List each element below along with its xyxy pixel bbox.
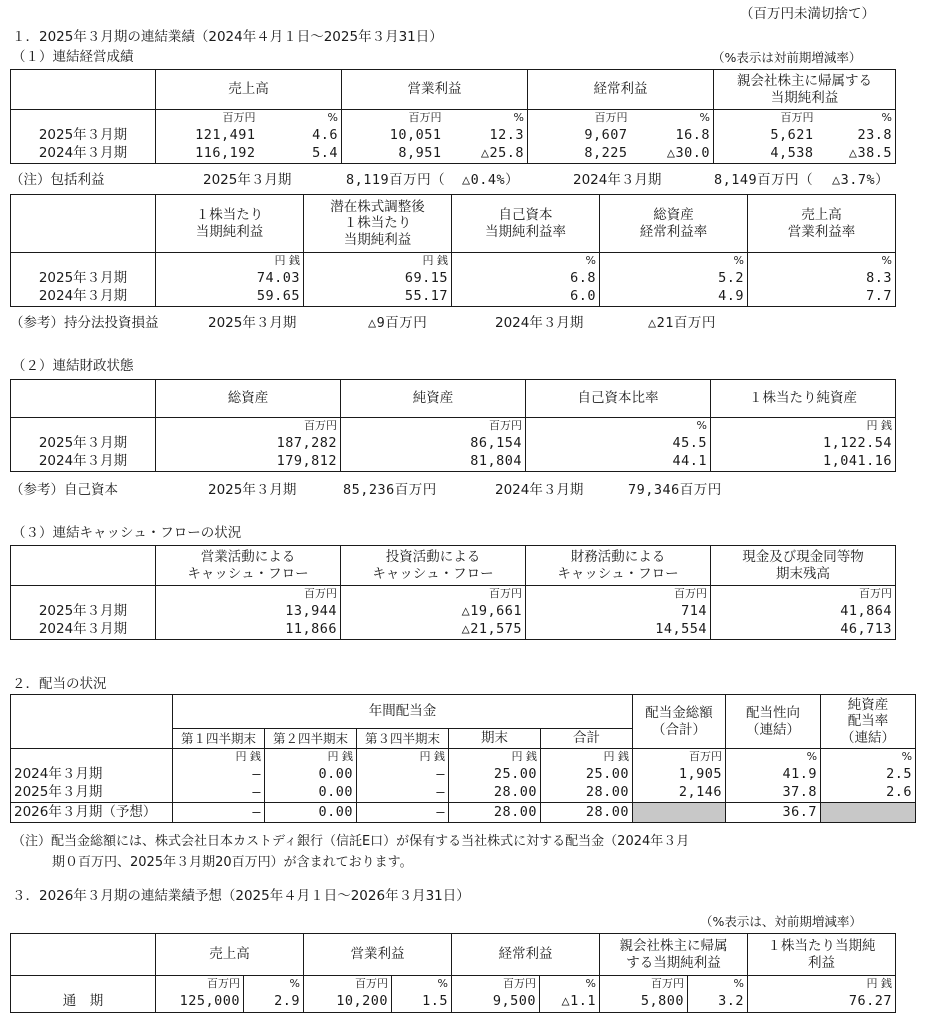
row-label: 2024年３月期 [11, 621, 156, 640]
header-eps: １株当たり当期純 利益 [748, 934, 896, 976]
cell-value: 86,154 [341, 434, 526, 453]
table-row [11, 453, 896, 472]
footnote-value: 8,119百万円（ [346, 172, 446, 188]
table-row [11, 765, 916, 784]
cell-value: 4,538 [714, 145, 817, 164]
unit-label: 円 銭 [265, 749, 357, 765]
cell-value: 10,051 [342, 126, 445, 145]
header-bps: １株当たり純資産 [711, 380, 896, 418]
cell-value: 28.00 [541, 784, 633, 803]
cell-value: 1.5 [392, 992, 452, 1013]
unit-label: 百万円 [156, 586, 341, 602]
header-q2: 第２四半期末 [265, 729, 357, 749]
per-share-table [10, 194, 896, 307]
row-label: 2024年３月期 [11, 288, 156, 307]
footnote-value: △9百万円 [368, 315, 428, 331]
forecast-title: ３．2026年３月期の連結業績予想（2025年４月１日～2026年３月31日） [12, 888, 470, 904]
cell-value: 125,000 [156, 992, 244, 1013]
table-row [11, 992, 896, 1013]
unit-label: 百万円 [304, 976, 392, 992]
cell-value: 59.65 [156, 288, 304, 307]
cell-value: 8.3 [748, 269, 896, 288]
cell-value: 25.00 [449, 765, 541, 784]
unit-label: % [392, 976, 452, 992]
cash-flow-table [10, 545, 896, 640]
cell-value: 12.3 [445, 126, 528, 145]
header-operating-profit: 営業利益 [342, 70, 528, 110]
footnote-period: 2025年３月期 [203, 172, 292, 188]
dividend-note-line1: （注）配当金総額には、株式会社日本カストディ銀行（信託E口）が保有する当社株式に対する配当金（2024年３月 [12, 834, 690, 849]
unit-label: 円 銭 [748, 976, 896, 992]
cell-value: 5.2 [600, 269, 748, 288]
cell-value: △21,575 [341, 621, 526, 640]
cell-value: 28.00 [449, 803, 541, 823]
cell-value: △38.5 [817, 145, 896, 164]
unit-label: % [452, 253, 600, 269]
unit-label: 百万円 [341, 418, 526, 434]
header-net-assets: 純資産 [341, 380, 526, 418]
cell-value: 2.6 [821, 784, 916, 803]
row-label: 2025年３月期 [11, 434, 156, 453]
unit-label: % [445, 110, 528, 126]
unit-label: % [821, 749, 916, 765]
cell-value: △30.0 [631, 145, 714, 164]
cell-value: ― [173, 803, 265, 823]
table-row [11, 803, 916, 823]
cell-shaded [633, 803, 726, 823]
unit-label: 円 銭 [449, 749, 541, 765]
header-q1: 第１四半期末 [173, 729, 265, 749]
cell-value: 10,200 [304, 992, 392, 1013]
unit-label: 円 銭 [304, 253, 452, 269]
header-total-dividends: 配当金総額 （合計） [633, 695, 726, 749]
cell-value: 28.00 [449, 784, 541, 803]
unit-note: （百万円未満切捨て） [740, 6, 875, 22]
row-label: 2025年３月期 [11, 602, 156, 621]
header-roe: 自己資本 当期純利益率 [452, 195, 600, 253]
unit-label: 円 銭 [711, 418, 896, 434]
cell-value: 36.7 [726, 803, 821, 823]
cell-value: ― [173, 765, 265, 784]
table-row [11, 784, 916, 803]
cell-value: 2.5 [821, 765, 916, 784]
header-total: 合計 [541, 729, 633, 749]
comprehensive-income-note: （注）包括利益 [10, 172, 105, 188]
cell-value: 1,905 [633, 765, 726, 784]
header-sales: 売上高 [156, 934, 304, 976]
cell-value: 2,146 [633, 784, 726, 803]
section1-sub1-title: （１）連結経営成績 [12, 49, 134, 65]
unit-label: 百万円 [600, 976, 688, 992]
footnote-period: 2024年３月期 [573, 172, 662, 188]
financial-position-title: （２）連結財政状態 [12, 358, 134, 374]
unit-label: % [600, 253, 748, 269]
cell-value: 6.0 [452, 288, 600, 307]
footnote-value: △21百万円 [648, 315, 716, 331]
header-operating-profit: 営業利益 [304, 934, 452, 976]
cell-value: 14,554 [526, 621, 711, 640]
unit-label: % [688, 976, 748, 992]
unit-label: % [631, 110, 714, 126]
unit-label: % [526, 418, 711, 434]
unit-label: 百万円 [452, 976, 540, 992]
cell-value: 9,500 [452, 992, 540, 1013]
row-label: 2025年３月期 [11, 784, 173, 803]
unit-label: 百万円 [342, 110, 445, 126]
table-row [11, 434, 896, 453]
footnote-period: 2024年３月期 [495, 315, 584, 331]
cell-value: 55.17 [304, 288, 452, 307]
cell-value: △1.1 [540, 992, 600, 1013]
unit-label: 百万円 [526, 586, 711, 602]
unit-label: % [817, 110, 896, 126]
header-doe: 純資産 配当率 （連結） [821, 695, 916, 749]
cell-value: △19,661 [341, 602, 526, 621]
cell-value: 76.27 [748, 992, 896, 1013]
cell-value: 25.00 [541, 765, 633, 784]
footnote-period: 2024年３月期 [495, 482, 584, 498]
cell-value: 9,607 [528, 126, 631, 145]
cell-value: 5,800 [600, 992, 688, 1013]
cell-value: 0.00 [265, 784, 357, 803]
operating-results-table [10, 69, 896, 164]
financial-position-table [10, 379, 896, 472]
cell-value: 1,122.54 [711, 434, 896, 453]
footnote-value: 8,149百万円（ [714, 172, 814, 188]
cell-value: 4.9 [600, 288, 748, 307]
cell-value: 8,951 [342, 145, 445, 164]
table-row [11, 288, 896, 307]
cell-value: 41,864 [711, 602, 896, 621]
header-net-income: 親会社株主に帰属する 当期純利益 [714, 70, 896, 110]
header-operating-margin: 売上高 営業利益率 [748, 195, 896, 253]
cell-value: 7.7 [748, 288, 896, 307]
row-label: 2024年３月期 [11, 145, 156, 164]
cell-value: 179,812 [156, 453, 341, 472]
table-row [11, 145, 896, 164]
footnote-period: 2025年３月期 [208, 315, 297, 331]
row-label: 通 期 [11, 992, 156, 1013]
cell-value: 187,282 [156, 434, 341, 453]
cell-value: 81,804 [341, 453, 526, 472]
forecast-note: （%表示は、対前期増減率） [700, 914, 862, 929]
cell-value: ― [357, 784, 449, 803]
cell-value: △25.8 [445, 145, 528, 164]
unit-label: % [726, 749, 821, 765]
row-label: 2024年３月期 [11, 453, 156, 472]
header-blank [11, 546, 156, 586]
header-total-assets: 総資産 [156, 380, 341, 418]
dividend-note-line2: 期０百万円、2025年３月期20百万円）が含まれております。 [52, 855, 413, 870]
header-blank [11, 934, 156, 976]
cell-value: 13,944 [156, 602, 341, 621]
cell-value: 3.2 [688, 992, 748, 1013]
unit-label: % [540, 976, 600, 992]
row-label: 2024年３月期 [11, 765, 173, 784]
cell-value: 2.9 [244, 992, 304, 1013]
header-blank [11, 380, 156, 418]
footnote-value: △0.4%） [462, 172, 520, 188]
cell-value: 121,491 [156, 126, 259, 145]
header-net-income: 親会社株主に帰属 する当期純利益 [600, 934, 748, 976]
header-financing-cf: 財務活動による キャッシュ・フロー [526, 546, 711, 586]
cell-value: 5.4 [259, 145, 342, 164]
header-blank [11, 70, 156, 110]
footnote-value: 79,346百万円 [628, 482, 722, 498]
cell-value: 8,225 [528, 145, 631, 164]
cell-value: 6.8 [452, 269, 600, 288]
dividends-table [10, 694, 916, 823]
unit-label: 円 銭 [541, 749, 633, 765]
footnote-value: 85,236百万円 [343, 482, 437, 498]
header-annual-dividend: 年間配当金 [173, 695, 633, 729]
unit-label: % [748, 253, 896, 269]
row-label: 2025年３月期 [11, 126, 156, 145]
unit-label: 百万円 [156, 976, 244, 992]
unit-label: 百万円 [714, 110, 817, 126]
cell-value: 5,621 [714, 126, 817, 145]
dividends-title: ２．配当の状況 [12, 676, 107, 692]
footnote-period: 2025年３月期 [208, 482, 297, 498]
section1-title: １．2025年３月期の連結業績（2024年４月１日～2025年３月31日） [12, 29, 443, 45]
cell-value: 37.8 [726, 784, 821, 803]
unit-label: % [244, 976, 304, 992]
forecast-table [10, 933, 896, 1013]
equity-method-note: （参考）持分法投資損益 [10, 315, 159, 331]
cell-value: 74.03 [156, 269, 304, 288]
header-blank [11, 195, 156, 253]
header-roa: 総資産 経常利益率 [600, 195, 748, 253]
header-payout-ratio: 配当性向 （連結） [726, 695, 821, 749]
table-row [11, 602, 896, 621]
unit-label: 百万円 [156, 418, 341, 434]
table-row [11, 126, 896, 145]
cell-value: 1,041.16 [711, 453, 896, 472]
cell-value: 4.6 [259, 126, 342, 145]
header-equity-ratio: 自己資本比率 [526, 380, 711, 418]
cell-value: 116,192 [156, 145, 259, 164]
footnote-value: △3.7%） [832, 172, 890, 188]
unit-label: 百万円 [633, 749, 726, 765]
header-cash-balance: 現金及び現金同等物 期末残高 [711, 546, 896, 586]
table-row [11, 621, 896, 640]
cell-value: 23.8 [817, 126, 896, 145]
cell-value: 0.00 [265, 803, 357, 823]
section1-sub1-note: （%表示は対前期増減率） [712, 50, 862, 65]
header-eps: １株当たり 当期純利益 [156, 195, 304, 253]
cell-value: 28.00 [541, 803, 633, 823]
unit-label: 百万円 [711, 586, 896, 602]
unit-label: 円 銭 [173, 749, 265, 765]
cell-value: 16.8 [631, 126, 714, 145]
row-label: 2026年３月期（予想） [11, 803, 173, 823]
cell-value: 11,866 [156, 621, 341, 640]
equity-note: （参考）自己資本 [10, 482, 118, 498]
header-diluted-eps: 潜在株式調整後 １株当たり 当期純利益 [304, 195, 452, 253]
header-investing-cf: 投資活動による キャッシュ・フロー [341, 546, 526, 586]
unit-label: 百万円 [341, 586, 526, 602]
cell-value: 44.1 [526, 453, 711, 472]
unit-label: 百万円 [156, 110, 259, 126]
cell-value: 46,713 [711, 621, 896, 640]
header-ordinary-profit: 経常利益 [452, 934, 600, 976]
cell-shaded [821, 803, 916, 823]
cell-value: 45.5 [526, 434, 711, 453]
cash-flow-title: （３）連結キャッシュ・フローの状況 [12, 525, 242, 541]
cell-value: ― [357, 803, 449, 823]
cell-value: ― [173, 784, 265, 803]
cell-value: 69.15 [304, 269, 452, 288]
unit-label: 円 銭 [156, 253, 304, 269]
cell-value: 714 [526, 602, 711, 621]
unit-label: 円 銭 [357, 749, 449, 765]
cell-value: 0.00 [265, 765, 357, 784]
header-ordinary-profit: 経常利益 [528, 70, 714, 110]
table-row [11, 269, 896, 288]
unit-label: % [259, 110, 342, 126]
header-year-end: 期末 [449, 729, 541, 749]
row-label: 2025年３月期 [11, 269, 156, 288]
unit-label: 百万円 [528, 110, 631, 126]
header-sales: 売上高 [156, 70, 342, 110]
header-q3: 第３四半期末 [357, 729, 449, 749]
header-blank [11, 695, 173, 749]
header-operating-cf: 営業活動による キャッシュ・フロー [156, 546, 341, 586]
cell-value: 41.9 [726, 765, 821, 784]
cell-value: ― [357, 765, 449, 784]
